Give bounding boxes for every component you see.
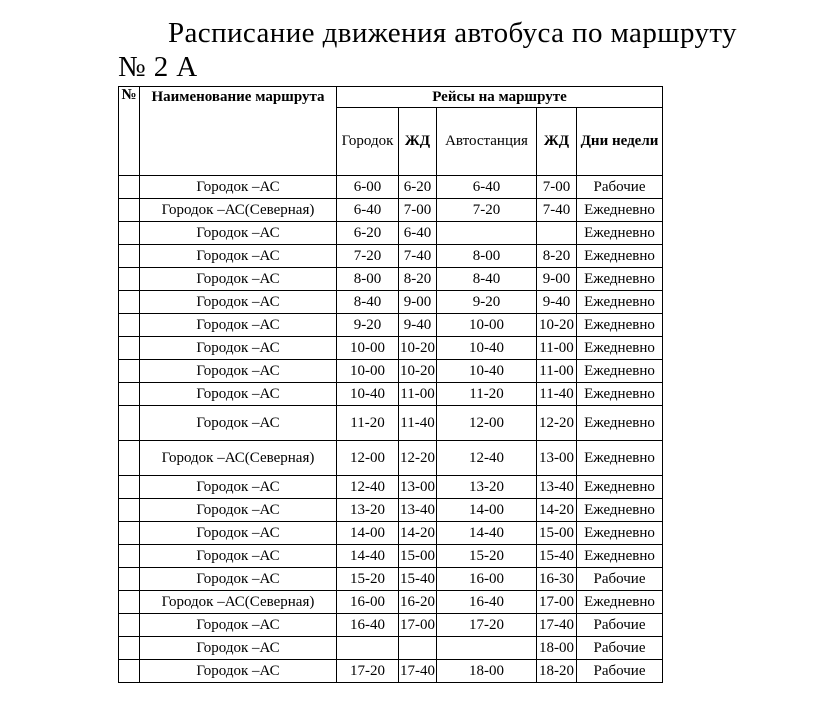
- cell-zhd-2: 7-40: [537, 199, 577, 222]
- cell-avtostanciya: 11-20: [437, 383, 537, 406]
- cell-gorodok: 14-00: [337, 522, 399, 545]
- table-row: [119, 441, 663, 476]
- cell-days: Ежедневно: [577, 268, 663, 291]
- cell-route: Городок –АС: [140, 499, 337, 522]
- cell-route: Городок –АС: [140, 660, 337, 683]
- schedule-table: [118, 86, 663, 683]
- cell-num: [119, 614, 140, 637]
- cell-gorodok: 6-40: [337, 199, 399, 222]
- cell-route: Городок –АС: [140, 476, 337, 499]
- cell-zhd-1: 7-40: [399, 245, 437, 268]
- cell-gorodok: 10-00: [337, 337, 399, 360]
- cell-days: Рабочие: [577, 614, 663, 637]
- cell-avtostanciya: [437, 222, 537, 245]
- cell-gorodok: 13-20: [337, 499, 399, 522]
- cell-route: Городок –АС: [140, 360, 337, 383]
- cell-avtostanciya: 10-40: [437, 337, 537, 360]
- cell-route: Городок –АС(Северная): [140, 441, 337, 476]
- cell-avtostanciya: 16-40: [437, 591, 537, 614]
- cell-num: [119, 660, 140, 683]
- cell-days: Ежедневно: [577, 591, 663, 614]
- table-row: [119, 591, 663, 614]
- cell-zhd-1: 12-20: [399, 441, 437, 476]
- cell-days: Ежедневно: [577, 522, 663, 545]
- cell-zhd-2: 14-20: [537, 499, 577, 522]
- cell-num: [119, 383, 140, 406]
- cell-route: Городок –АС: [140, 406, 337, 441]
- cell-avtostanciya: 10-40: [437, 360, 537, 383]
- cell-route: Городок –АС: [140, 568, 337, 591]
- cell-zhd-2: 9-00: [537, 268, 577, 291]
- cell-num: [119, 222, 140, 245]
- cell-days: Рабочие: [577, 660, 663, 683]
- cell-zhd-2: 13-40: [537, 476, 577, 499]
- cell-num: [119, 360, 140, 383]
- cell-gorodok: [337, 637, 399, 660]
- cell-gorodok: 9-20: [337, 314, 399, 337]
- header-num: №: [119, 87, 140, 176]
- cell-avtostanciya: 12-40: [437, 441, 537, 476]
- cell-zhd-2: 18-20: [537, 660, 577, 683]
- table-row: [119, 545, 663, 568]
- cell-num: [119, 522, 140, 545]
- cell-days: Ежедневно: [577, 476, 663, 499]
- cell-gorodok: 8-40: [337, 291, 399, 314]
- cell-zhd-2: 17-00: [537, 591, 577, 614]
- cell-zhd-2: 15-40: [537, 545, 577, 568]
- header-route-name-spacer: [140, 108, 337, 176]
- cell-route: Городок –АС: [140, 245, 337, 268]
- cell-route: Городок –АС: [140, 383, 337, 406]
- cell-days: Рабочие: [577, 568, 663, 591]
- table-row: [119, 337, 663, 360]
- cell-days: Ежедневно: [577, 383, 663, 406]
- cell-num: [119, 291, 140, 314]
- cell-days: Ежедневно: [577, 222, 663, 245]
- cell-zhd-1: 15-00: [399, 545, 437, 568]
- cell-num: [119, 568, 140, 591]
- cell-zhd-1: 11-00: [399, 383, 437, 406]
- cell-num: [119, 337, 140, 360]
- table-row: [119, 268, 663, 291]
- cell-avtostanciya: 8-40: [437, 268, 537, 291]
- cell-zhd-1: 7-00: [399, 199, 437, 222]
- cell-gorodok: 10-40: [337, 383, 399, 406]
- cell-avtostanciya: 8-00: [437, 245, 537, 268]
- cell-zhd-2: 11-00: [537, 360, 577, 383]
- cell-zhd-1: 6-20: [399, 176, 437, 199]
- cell-route: Городок –АС: [140, 637, 337, 660]
- header-gorodok: Городок: [337, 108, 399, 176]
- table-row: [119, 222, 663, 245]
- cell-zhd-2: 11-00: [537, 337, 577, 360]
- header-avtostanciya: Автостанция: [437, 108, 537, 176]
- header-zhd-1: ЖД: [399, 108, 437, 176]
- cell-num: [119, 545, 140, 568]
- header-days: Дни недели: [577, 108, 663, 176]
- table-row: [119, 660, 663, 683]
- cell-days: Ежедневно: [577, 314, 663, 337]
- header-subrow: [119, 108, 663, 176]
- cell-days: Ежедневно: [577, 245, 663, 268]
- cell-zhd-2: 17-40: [537, 614, 577, 637]
- cell-gorodok: 14-40: [337, 545, 399, 568]
- cell-gorodok: 8-00: [337, 268, 399, 291]
- table-row: [119, 291, 663, 314]
- cell-route: Городок –АС: [140, 314, 337, 337]
- cell-days: Рабочие: [577, 637, 663, 660]
- cell-route: Городок –АС(Северная): [140, 199, 337, 222]
- cell-zhd-2: 8-20: [537, 245, 577, 268]
- cell-zhd-1: 16-20: [399, 591, 437, 614]
- table-row: [119, 176, 663, 199]
- cell-num: [119, 476, 140, 499]
- cell-num: [119, 406, 140, 441]
- header-zhd-2: ЖД: [537, 108, 577, 176]
- table-row: [119, 383, 663, 406]
- cell-avtostanciya: 7-20: [437, 199, 537, 222]
- cell-gorodok: 7-20: [337, 245, 399, 268]
- table-row: [119, 476, 663, 499]
- cell-avtostanciya: 14-00: [437, 499, 537, 522]
- route-number: № 2 А: [118, 51, 198, 83]
- cell-zhd-2: [537, 222, 577, 245]
- cell-zhd-2: 12-20: [537, 406, 577, 441]
- cell-avtostanciya: 18-00: [437, 660, 537, 683]
- table-row: [119, 499, 663, 522]
- cell-zhd-2: 15-00: [537, 522, 577, 545]
- cell-zhd-1: [399, 637, 437, 660]
- cell-avtostanciya: 13-20: [437, 476, 537, 499]
- cell-gorodok: 15-20: [337, 568, 399, 591]
- header-route-name: Наименование маршрута: [140, 87, 337, 108]
- cell-days: Ежедневно: [577, 545, 663, 568]
- cell-zhd-2: 9-40: [537, 291, 577, 314]
- cell-zhd-1: 14-20: [399, 522, 437, 545]
- cell-avtostanciya: 14-40: [437, 522, 537, 545]
- cell-gorodok: 16-00: [337, 591, 399, 614]
- cell-avtostanciya: 17-20: [437, 614, 537, 637]
- cell-days: Ежедневно: [577, 441, 663, 476]
- table-row: [119, 406, 663, 441]
- cell-zhd-1: 17-40: [399, 660, 437, 683]
- table-row: [119, 614, 663, 637]
- cell-num: [119, 441, 140, 476]
- cell-num: [119, 268, 140, 291]
- cell-num: [119, 499, 140, 522]
- cell-route: Городок –АС: [140, 337, 337, 360]
- cell-num: [119, 199, 140, 222]
- cell-avtostanciya: [437, 637, 537, 660]
- cell-zhd-1: 13-40: [399, 499, 437, 522]
- cell-gorodok: 6-00: [337, 176, 399, 199]
- cell-avtostanciya: 9-20: [437, 291, 537, 314]
- cell-route: Городок –АС: [140, 176, 337, 199]
- cell-avtostanciya: 12-00: [437, 406, 537, 441]
- cell-route: Городок –АС: [140, 268, 337, 291]
- cell-gorodok: 12-00: [337, 441, 399, 476]
- table-row: [119, 314, 663, 337]
- cell-num: [119, 591, 140, 614]
- cell-days: Ежедневно: [577, 199, 663, 222]
- cell-gorodok: 17-20: [337, 660, 399, 683]
- cell-zhd-1: 11-40: [399, 406, 437, 441]
- cell-zhd-1: 15-40: [399, 568, 437, 591]
- cell-days: Ежедневно: [577, 499, 663, 522]
- cell-gorodok: 12-40: [337, 476, 399, 499]
- table-row: [119, 199, 663, 222]
- cell-gorodok: 16-40: [337, 614, 399, 637]
- cell-gorodok: 6-20: [337, 222, 399, 245]
- cell-route: Городок –АС: [140, 222, 337, 245]
- cell-route: Городок –АС: [140, 614, 337, 637]
- cell-gorodok: 10-00: [337, 360, 399, 383]
- cell-zhd-2: 7-00: [537, 176, 577, 199]
- table-row: [119, 522, 663, 545]
- page-title: Расписание движения автобуса по маршруту: [168, 17, 737, 49]
- cell-zhd-2: 13-00: [537, 441, 577, 476]
- cell-route: Городок –АС: [140, 291, 337, 314]
- cell-days: Ежедневно: [577, 406, 663, 441]
- cell-gorodok: 11-20: [337, 406, 399, 441]
- cell-zhd-1: 8-20: [399, 268, 437, 291]
- cell-days: Ежедневно: [577, 360, 663, 383]
- cell-days: Рабочие: [577, 176, 663, 199]
- cell-num: [119, 314, 140, 337]
- cell-avtostanciya: 16-00: [437, 568, 537, 591]
- cell-days: Ежедневно: [577, 337, 663, 360]
- cell-zhd-1: 9-40: [399, 314, 437, 337]
- cell-zhd-1: 17-00: [399, 614, 437, 637]
- cell-days: Ежедневно: [577, 291, 663, 314]
- header-row: [119, 87, 663, 108]
- cell-zhd-1: 9-00: [399, 291, 437, 314]
- cell-avtostanciya: 15-20: [437, 545, 537, 568]
- table-row: [119, 360, 663, 383]
- cell-num: [119, 637, 140, 660]
- cell-zhd-1: 10-20: [399, 337, 437, 360]
- cell-num: [119, 176, 140, 199]
- cell-route: Городок –АС: [140, 522, 337, 545]
- header-trips: Рейсы на маршруте: [337, 87, 663, 108]
- table-row: [119, 568, 663, 591]
- cell-zhd-1: 10-20: [399, 360, 437, 383]
- cell-route: Городок –АС: [140, 545, 337, 568]
- table-row: [119, 637, 663, 660]
- cell-avtostanciya: 6-40: [437, 176, 537, 199]
- cell-route: Городок –АС(Северная): [140, 591, 337, 614]
- cell-num: [119, 245, 140, 268]
- cell-zhd-1: 13-00: [399, 476, 437, 499]
- cell-zhd-2: 18-00: [537, 637, 577, 660]
- cell-zhd-1: 6-40: [399, 222, 437, 245]
- cell-zhd-2: 11-40: [537, 383, 577, 406]
- cell-zhd-2: 10-20: [537, 314, 577, 337]
- cell-avtostanciya: 10-00: [437, 314, 537, 337]
- cell-zhd-2: 16-30: [537, 568, 577, 591]
- table-row: [119, 245, 663, 268]
